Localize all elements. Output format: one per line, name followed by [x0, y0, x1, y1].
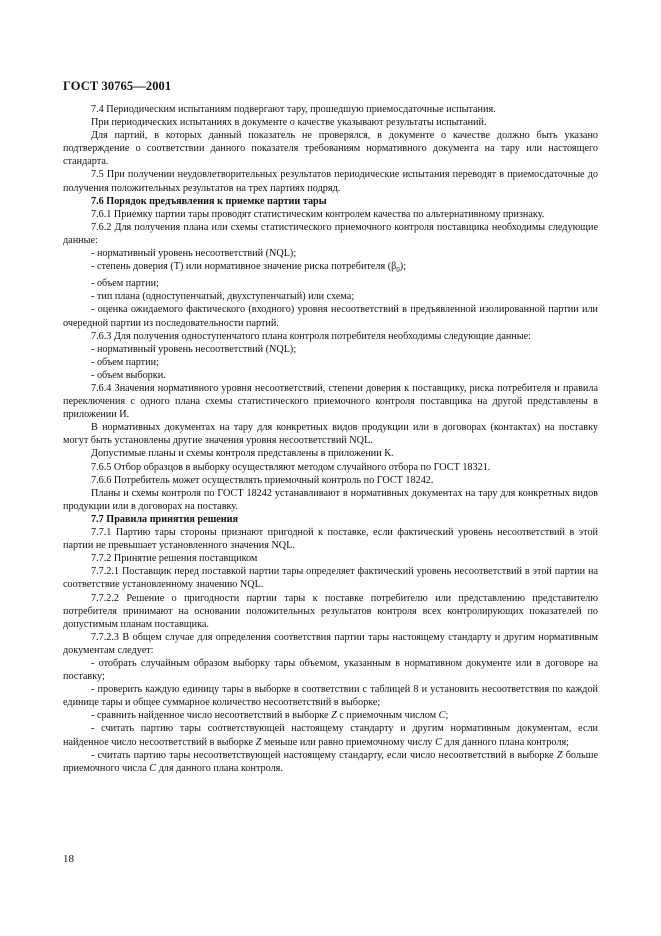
list-item	[63, 722, 598, 748]
paragraph-7-6-2: 7.6.2 Для получения плана или схемы статистического приемочного контроля поставщика необходимы следующие данные:	[63, 221, 598, 246]
section-heading-7-6: 7.6 Порядок предъявления к приемке партии тары	[91, 195, 327, 207]
section-heading-7-7: 7.7 Правила принятия решения	[91, 513, 238, 525]
list-item-text: - сравнить найденное число несоответствий в выборке	[91, 710, 332, 722]
paragraph: В нормативных документах на тару для конкретных видов продукции или в договорах (контактах) на поставку могут быть установлены другие значения уровня несоответствий NQL.	[63, 422, 598, 447]
list-item-text: - считать партию тары соответствующей настоящему стандарту и другим нормативным документам, если найденное число несоответствий в выборке	[63, 723, 598, 748]
list-item: - нормативный уровень несоответствий (NQL);	[91, 343, 297, 355]
paragraph-7-6-3: 7.6.3 Для получения одноступенчатого плана контроля потребителя необходимы следующие данные:	[91, 330, 531, 342]
paragraph-7-6-6: 7.6.6 Потребитель может осуществлять приемочный контроль по ГОСТ 18242.	[91, 474, 434, 486]
c-symbol: C	[435, 736, 442, 748]
list-item	[63, 709, 598, 722]
z-symbol: Z	[331, 710, 337, 722]
list-item	[63, 749, 598, 775]
list-item: - тип плана (одноступенчатый, двухступенчатый) или схема;	[91, 291, 355, 303]
list-item-text: больше приемочного числа	[63, 749, 598, 774]
standard-header: ГОСТ 30765—2001	[63, 79, 172, 93]
paragraph-7-4: 7.4 Периодическим испытаниям подвергают тару, прошедшую приемосдаточные испытания.	[91, 104, 496, 115]
list-item-text: для данного плана контроля.	[156, 762, 283, 774]
list-item-text: - степень доверия (Т) или нормативное значение риска потребителя (β	[91, 261, 397, 273]
paragraph-7-7-2-2: 7.7.2.2 Решение о пригодности партии тары к поставке потребителю или представлению представителю потребителя принимают на основании положительных результатов контроля всех контролирующих показателей по допустимым планам поставщика.	[63, 592, 598, 630]
c-symbol: C	[438, 710, 446, 722]
c-symbol: C	[149, 762, 157, 774]
paragraph-7-6-1: 7.6.1 Приемку партии тары проводят статистическим контролем качества по альтернативному признаку.	[91, 208, 545, 220]
list-item-text: с приемочным числом	[336, 710, 439, 722]
list-item	[63, 260, 598, 277]
list-item-text: );	[399, 261, 407, 273]
paragraph-7-6-4: 7.6.4 Значения нормативного уровня несоответствий, степени доверия к поставщику, риска потребителя и правила переключения с одного плана схемы статистического приемочного контроля поставщика на другой представлены в приложении И.	[63, 383, 598, 421]
list-item-text: - считать партию тары несоответствующей настоящему стандарту, если число несоответствий в выборке	[91, 749, 557, 761]
paragraph: Для партий, в которых данный показатель не проверялся, в документе о качестве должно быть указано подтверждение о соответствии данного показателя требованиям нормативного документа на тару или настоящего стандарта.	[63, 130, 598, 168]
paragraph-7-6-5: 7.6.5 Отбор образцов в выборку осуществляют методом случайного отбора по ГОСТ 18321.	[91, 461, 491, 473]
paragraph-7-7-1: 7.7.1 Партию тары стороны признают пригодной к поставке, если фактический уровень несоответствий в этой партии не превышает установленного значения NQL.	[63, 527, 598, 552]
paragraph-7-7-2-3: 7.7.2.3 В общем случае для определения соответствия партии тары настоящему стандарту и другим нормативным документам следует:	[63, 631, 598, 656]
beta-subscript: 0	[396, 266, 400, 275]
z-symbol: Z	[255, 736, 262, 748]
list-item: - объем партии;	[91, 278, 159, 290]
list-item: - объем выборки.	[91, 369, 166, 381]
list-item: - объем партии;	[91, 356, 159, 368]
list-item: - оценка ожидаемого фактического (входного) уровня несоответствий в предъявленной изолированной партии или очередной партии из последовательности партий.	[63, 304, 598, 329]
paragraph: При периодических испытаниях в документе о качестве указывают результаты испытаний.	[91, 117, 487, 129]
document-body	[63, 103, 598, 775]
paragraph-7-5: 7.5 При получении неудовлетворительных результатов периодические испытания переводят в приемосдаточные до получения положительных результатов на трех партиях подряд.	[63, 169, 598, 194]
paragraph: Планы и схемы контроля по ГОСТ 18242 устанавливают в нормативных документах на тару для конкретных видов продукции или в договорах на поставку.	[63, 487, 598, 512]
paragraph-7-7-2-1: 7.7.2.1 Поставщик перед поставкой партии тары определяет фактический уровень несоответствий в этой партии на соответствие установленному значению NQL.	[63, 566, 598, 591]
list-item-text: меньше или равно приемочному числу	[261, 736, 436, 748]
list-item: - отобрать случайным образом выборку тары объемом, указанным в нормативном документе или в договоре на поставку;	[63, 657, 598, 683]
list-item-text: ;	[445, 710, 449, 722]
paragraph: Допустимые планы и схемы контроля представлены в приложении К.	[91, 448, 394, 460]
paragraph-7-7-2: 7.7.2 Принятие решения поставщиком	[91, 553, 258, 565]
list-item: - проверить каждую единицу тары в выборке в соответствии с таблицей 8 и установить несоответствия по каждой единице тары и общее суммарное количество несоответствий в выборке;	[63, 684, 598, 709]
z-symbol: Z	[556, 749, 563, 761]
list-item: - нормативный уровень несоответствий (NQL);	[91, 248, 297, 260]
page-number: 18	[63, 853, 74, 865]
list-item-text: для данного плана контроля;	[441, 736, 569, 748]
